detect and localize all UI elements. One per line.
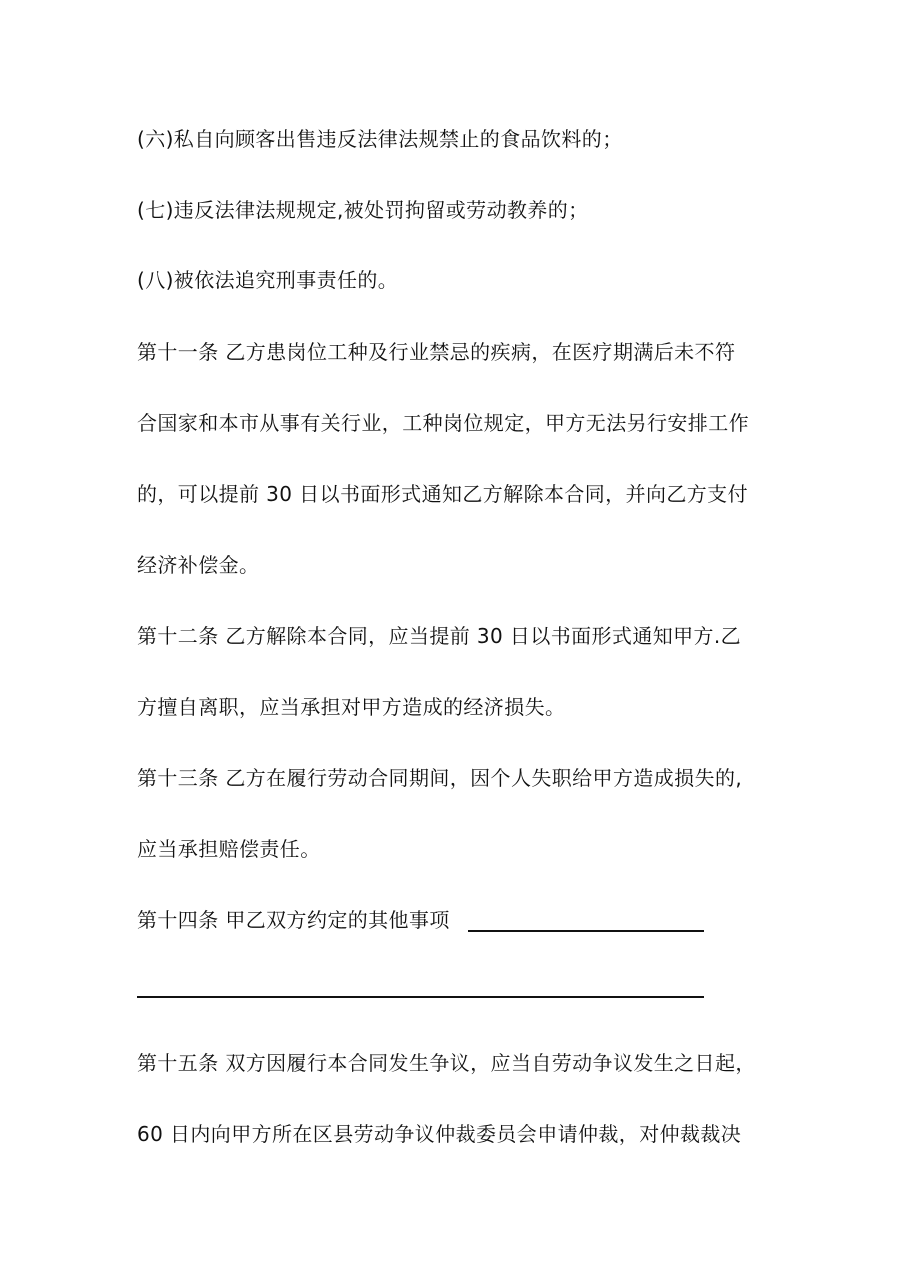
article-11-line-3: 的，可以提前 30 日以书面形式通知乙方解除本合同，并向乙方支付 (137, 482, 748, 506)
clause-item-6: (六)私自向顾客出售违反法律法规禁止的食品饮料的； (137, 127, 623, 151)
article-13-line-2: 应当承担赔偿责任。 (137, 837, 321, 861)
article-15-line-2: 60 日内向甲方所在区县劳动争议仲裁委员会申请仲裁，对仲裁裁决 (137, 1122, 742, 1146)
article-12-line-2: 方擅自离职，应当承担对甲方造成的经济损失。 (137, 695, 566, 719)
clause-item-7: (七)违反法律法规规定,被处罚拘留或劳动教养的； (137, 198, 589, 222)
article-12-line-1: 第十二条 乙方解除本合同，应当提前 30 日以书面形式通知甲方.乙 (137, 624, 742, 648)
article-13-line-1: 第十三条 乙方在履行劳动合同期间，因个人失职给甲方造成损失的, (137, 766, 743, 790)
article-11-line-1: 第十一条 乙方患岗位工种及行业禁忌的疾病，在医疗期满后未不符 (137, 340, 736, 364)
article-11-line-4: 经济补偿金。 (137, 553, 260, 577)
article-14-blank-line-2 (137, 996, 704, 998)
article-11-line-2: 合国家和本市从事有关行业，工种岗位规定，甲方无法另行安排工作 (137, 411, 749, 435)
clause-item-8: (八)被依法追究刑事责任的。 (137, 268, 399, 292)
article-14-line-1: 第十四条 甲乙双方约定的其他事项 (137, 908, 450, 932)
article-15-line-1: 第十五条 双方因履行本合同发生争议，应当自劳动争议发生之日起， (137, 1051, 756, 1075)
article-14-blank-line-1 (468, 930, 704, 932)
